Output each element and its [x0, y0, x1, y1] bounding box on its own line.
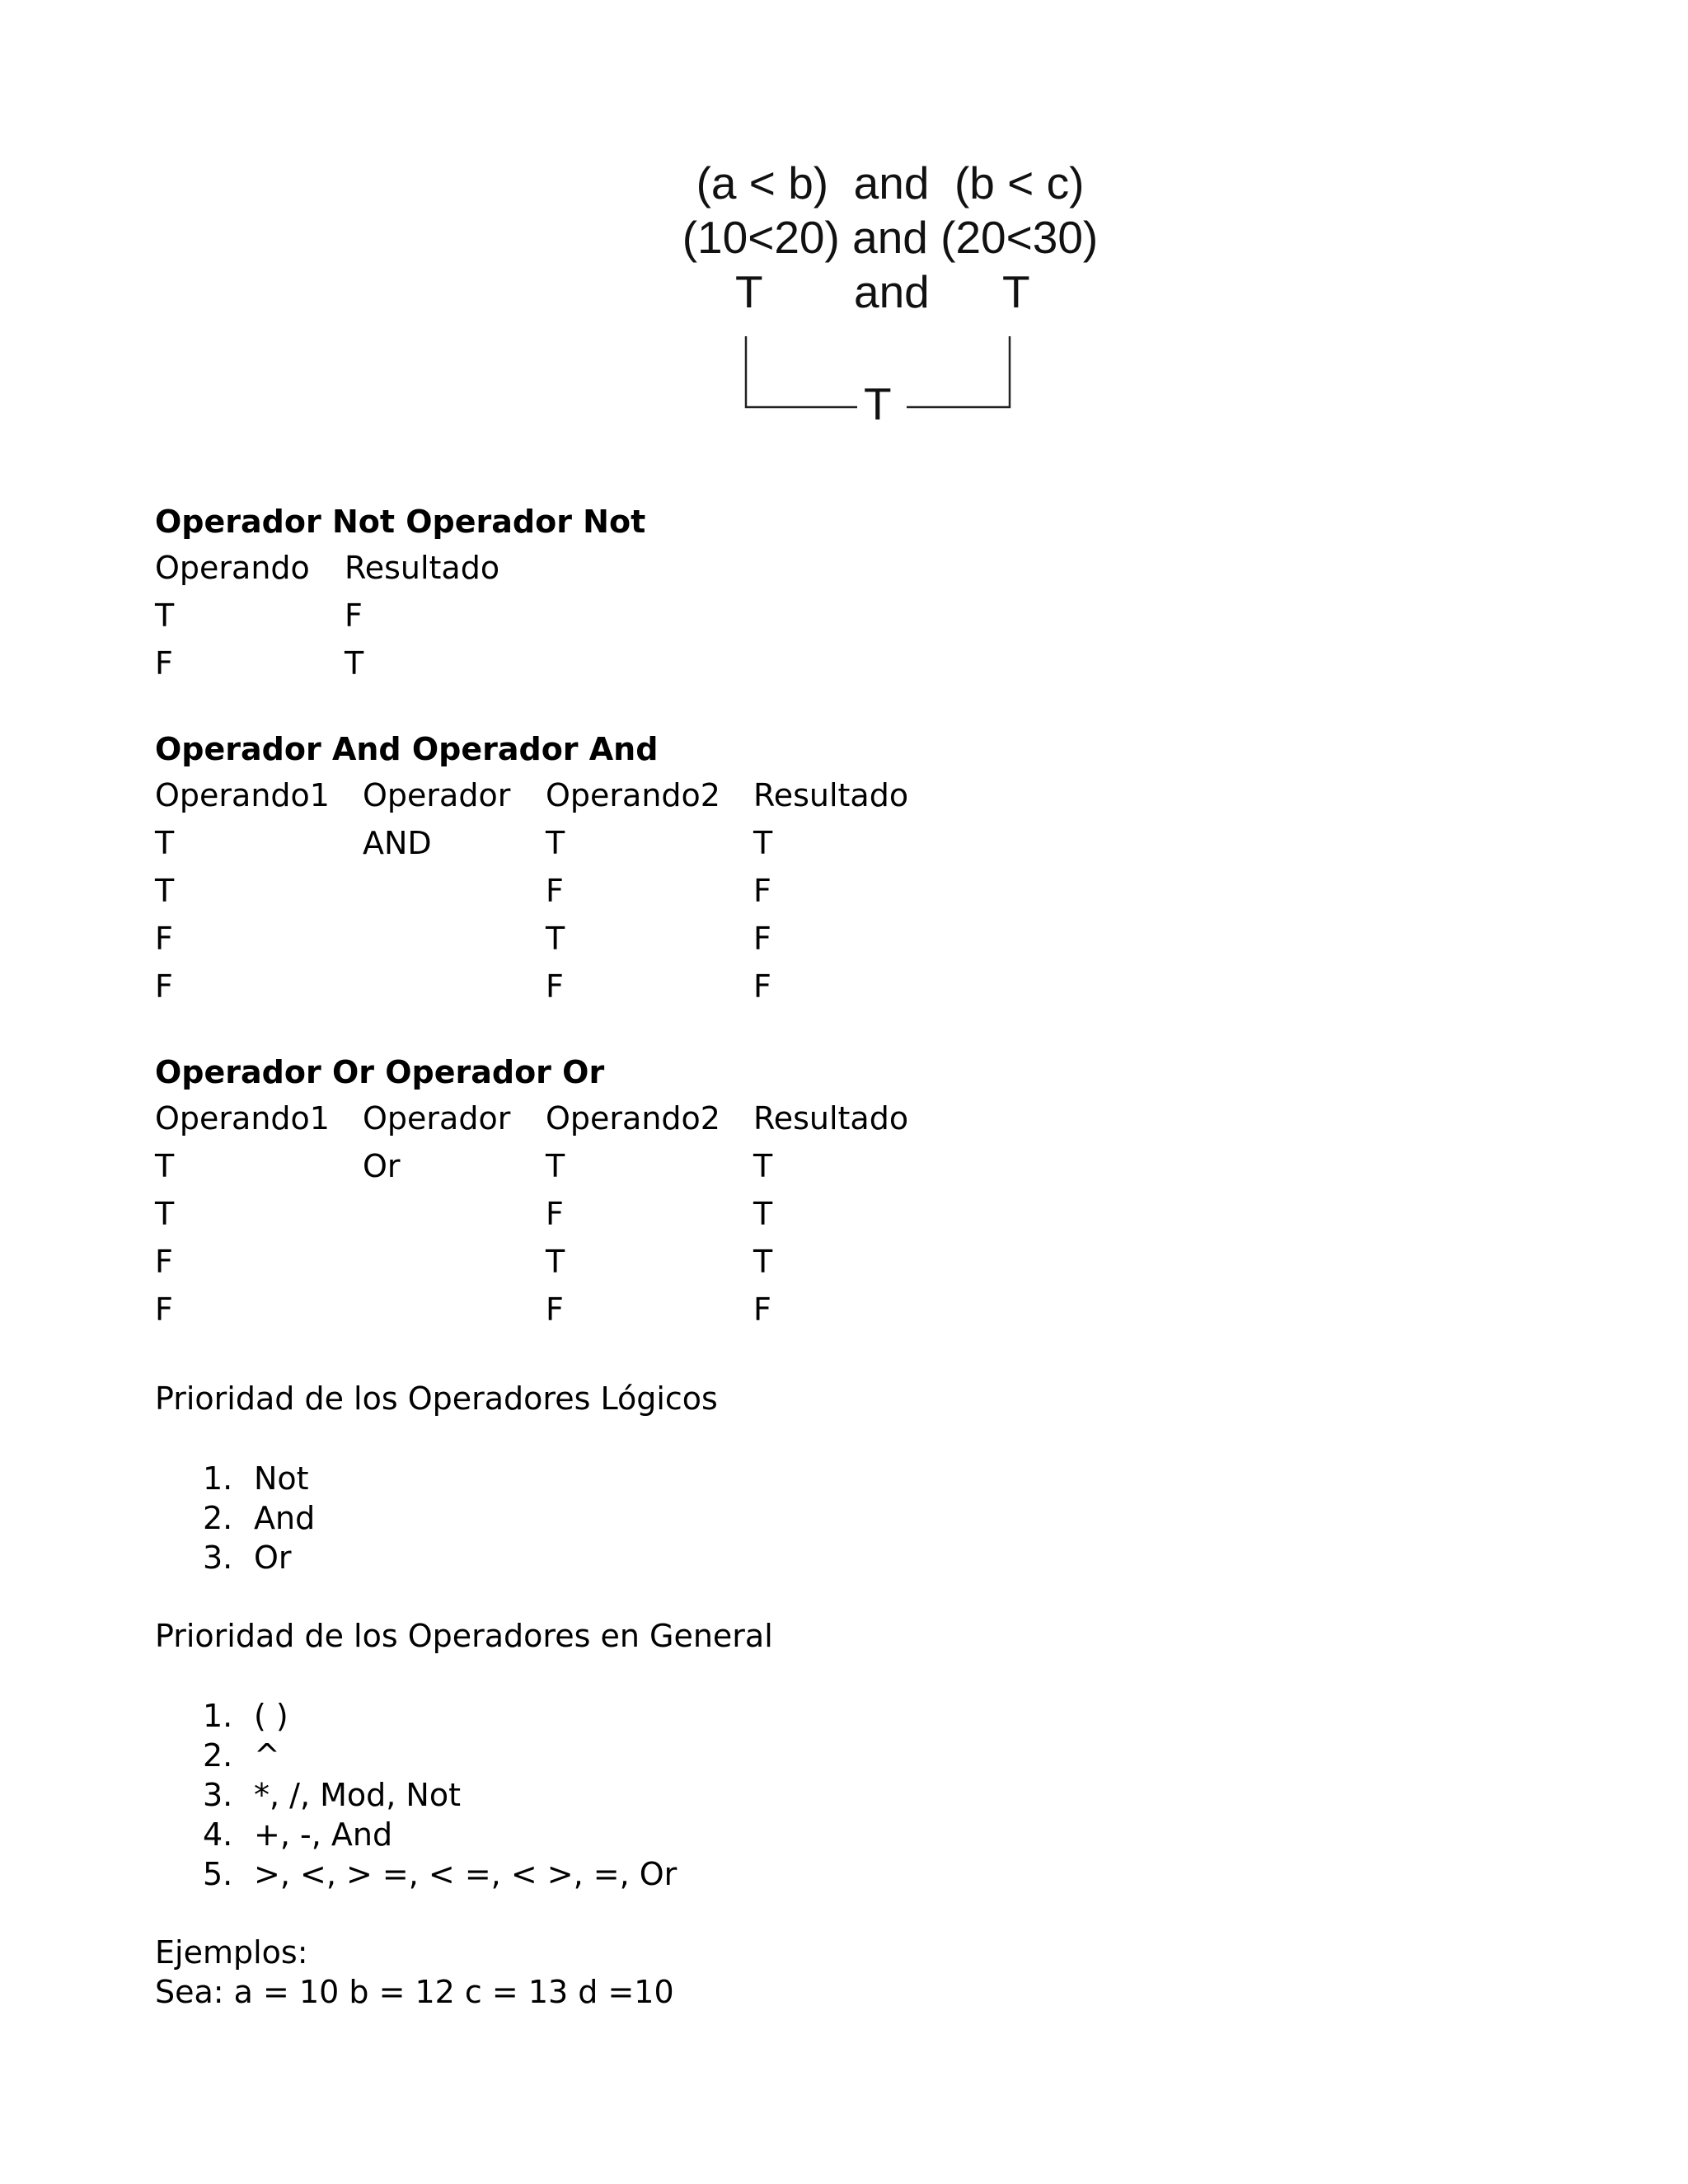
not-row-2-resultado: T	[345, 645, 364, 682]
list-item-number: 5.	[203, 1856, 233, 1892]
list-item-number: 1.	[203, 1460, 233, 1497]
or-row-1-operando1: T	[155, 1148, 175, 1184]
and-row-4-operando1: F	[155, 968, 173, 1005]
not-row-1-resultado: F	[345, 598, 363, 634]
and-row-2-operando1: T	[155, 873, 175, 909]
list-item-number: 3.	[203, 1540, 233, 1576]
logic-evaluation-figure	[659, 157, 1121, 437]
figure-right-value: T	[1002, 266, 1030, 317]
and-row-3-operando2: T	[546, 921, 565, 957]
and-row-1-operando1: T	[155, 825, 175, 861]
and-row-4-operando2: F	[546, 968, 564, 1005]
or-row-2-resultado: T	[753, 1196, 773, 1232]
examples-title: Ejemplos:	[155, 1934, 308, 1971]
and-row-2-resultado: F	[753, 873, 771, 909]
figure-result: T	[864, 378, 892, 429]
list-item-text: ^	[254, 1737, 280, 1774]
list-item-text: >, <, > =, < =, < >, =, Or	[254, 1856, 678, 1892]
list-item-text: +, -, And	[254, 1816, 393, 1853]
not-header-operando: Operando	[155, 550, 310, 586]
or-row-2-operando1: T	[155, 1196, 175, 1232]
and-header-operando2: Operando2	[546, 777, 720, 813]
or-row-3-resultado: T	[753, 1244, 773, 1280]
list-item-text: *, /, Mod, Not	[254, 1777, 462, 1813]
or-header-operando2: Operando2	[546, 1100, 720, 1137]
list-item-number: 1.	[203, 1698, 233, 1734]
and-row-2-operando2: F	[546, 873, 564, 909]
or-row-1-operando2: T	[546, 1148, 565, 1184]
or-row-4-resultado: F	[753, 1291, 771, 1328]
and-row-4-resultado: F	[753, 968, 771, 1005]
and-header-resultado: Resultado	[753, 777, 909, 813]
list-item-text: Or	[254, 1540, 292, 1576]
or-row-1-operador: Or	[363, 1148, 401, 1184]
or-row-3-operando2: T	[546, 1244, 565, 1280]
figure-expression-line: (a < b) and (b < c)	[696, 157, 1085, 209]
or-section-title: Operador Or Operador Or	[155, 1054, 605, 1090]
list-item-number: 2.	[203, 1737, 233, 1774]
not-row-2-operando: F	[155, 645, 173, 682]
and-header-operando1: Operando1	[155, 777, 330, 813]
or-row-2-operando2: F	[546, 1196, 564, 1232]
list-item-number: 2.	[203, 1500, 233, 1536]
or-header-resultado: Resultado	[753, 1100, 909, 1137]
not-row-1-operando: T	[155, 598, 175, 634]
and-row-1-operador: AND	[363, 825, 432, 861]
figure-left-value: T	[735, 266, 763, 317]
and-section-title: Operador And Operador And	[155, 731, 659, 767]
and-row-3-operando1: F	[155, 921, 173, 957]
figure-operator: and	[854, 266, 930, 317]
or-row-4-operando1: F	[155, 1291, 173, 1328]
list-item-text: And	[254, 1500, 316, 1536]
and-row-1-operando2: T	[546, 825, 565, 861]
and-row-3-resultado: F	[753, 921, 771, 957]
and-row-1-resultado: T	[753, 825, 773, 861]
or-row-3-operando1: F	[155, 1244, 173, 1280]
general-priority-title: Prioridad de los Operadores en General	[155, 1618, 773, 1654]
list-item-text: ( )	[254, 1698, 288, 1734]
not-section-title: Operador Not Operador Not	[155, 504, 646, 540]
list-item-text: Not	[254, 1460, 309, 1497]
figure-values-line: (10<20) and (20<30)	[682, 212, 1099, 263]
list-item-number: 3.	[203, 1777, 233, 1813]
examples-variables-line: Sea: a = 10 b = 12 c = 13 d =10	[155, 1974, 674, 2010]
or-header-operando1: Operando1	[155, 1100, 330, 1137]
or-header-operador: Operador	[363, 1100, 511, 1137]
list-item-number: 4.	[203, 1816, 233, 1853]
and-header-operador: Operador	[363, 777, 511, 813]
logical-priority-title: Prioridad de los Operadores Lógicos	[155, 1380, 718, 1417]
or-row-4-operando2: F	[546, 1291, 564, 1328]
not-header-resultado: Resultado	[345, 550, 500, 586]
or-row-1-resultado: T	[753, 1148, 773, 1184]
